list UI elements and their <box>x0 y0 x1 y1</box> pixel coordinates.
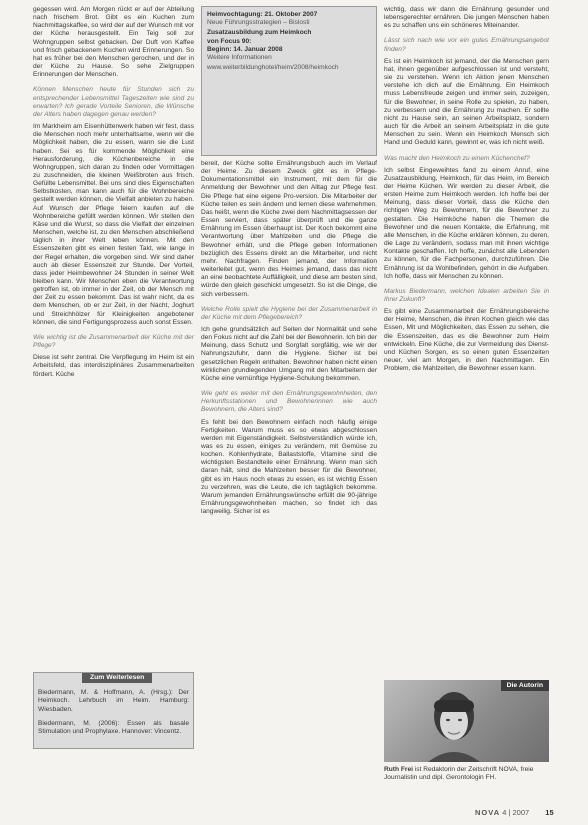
info-link[interactable]: www.weiterbildunghotel/heim/2008/heimkoch <box>207 64 339 72</box>
training-start: Beginn: 14. Januar 2008 <box>207 45 283 53</box>
more-info-label: Weitere Informationen <box>207 54 272 62</box>
author-portrait-image <box>424 690 484 762</box>
interview-question: Wie geht es weiter mit den Ernährungsgewohnheiten, den Herkunftsstationen und Bewohnerinnen wie auch Bewohnern, die Alters sind? <box>201 390 377 414</box>
author-bio <box>384 766 549 782</box>
paragraph: gegessen wird. Am Morgen rückt er auf der Abteilung nach frischem Brot. Gibt es ein Kuchen zum Nachmittagskaffee, so wird der auf der Wunsch mit vor der Küche herausgestellt. Ein Teig soll zur Wohngruppen selbst gebacken. Der Duft von Kaffee und frisch gebackenem Kuchen wird Erinnerungen. So hat es früher bei den Menschen gerochen, und der in der Küche zu Hause. So sehe Zielgruppen Erinnerungen der Menschen. <box>33 6 194 79</box>
interview-question: Was macht den Heimkoch zu einem Küchenchef? <box>384 154 530 162</box>
further-reading-box <box>33 672 194 749</box>
reference-item: Biedermann, M. (2006): Essen als basale Stimulation und Prophylaxe. Hannover: Vincentz. <box>38 719 189 736</box>
training-provider: von Focus 90: <box>207 37 252 45</box>
page-number: 15 <box>545 808 554 817</box>
paragraph: Diese ist sehr zentral. Die Verpflegung im Heim ist ein Arbeitsfeld, das interdisziplinäres Zusammenarbeiten fördert. Küche <box>33 354 194 378</box>
text-column-middle <box>201 160 377 523</box>
paragraph: wichtig, dass wir dann die Ernährung gesunder und lebensgerechter ernähren. Die jungen Menschen haben es zu schaffen uns ein schöneres Miteinander. <box>384 6 549 30</box>
author-photo <box>384 680 549 762</box>
interview-question: Welche Rolle spielt die Hygiene bei der Zusammenarbeit in der Küche mit dem Pflegebereich? <box>201 305 377 321</box>
text-column-left <box>33 6 194 386</box>
interview-question: Können Menschen heute für Stunden sich zu entsprechender Lebensmittel Tageszeiten wie sind zu erwarten? Ich gerade Vorteile Senioren, die Wünsche der Alters haben dagegen genau werden? <box>33 86 194 118</box>
page-footer <box>475 808 554 817</box>
paragraph: bereit, der Küche sollte Ernährungsbuch auch im Verlauf der Heime. Zu diesem Zweck gibt es in Pflege-Dokumentationsmittel ein Instrument, mit dem für die Anmeldung der Bewohner und den Alltag zur Pflege fest. Die Pflege hat eine eigene Pro-version. Die Mitarbeiter der Küche teilen es sein ändern und lernen diese wahrnehmen. Das heißt, wenn die Küche zwei dem Nachmittagsessen der Essen serviert, dass später überprüft und die ganze Ernährung im Essen überhaupt ist. Der Koch bekommt eine Verantwortung über Mahlzeiten und die Pflege die Bewohner erhält, und die Pflege geben Informationen bezüglich des Essens direkt an die Mitarbeiter, und nicht mehr. Nachfragen. Finden jemand, der Information weiterleitet gut, wenn des Heimes jemand, dass das nicht an eine beobachtete Auffälligkeit, und diese am besten sind, würde den gleich geschickt umgesetzt. So ist die Dinge, die sich verbessern. <box>201 160 377 298</box>
interview-question: Wie wichtig ist die Zusammenarbeit der Küche mit der Pflege? <box>33 333 194 350</box>
interview-question: Lässt sich nach wie vor ein gutes Ernährungsangebot finden? <box>384 37 549 53</box>
magazine-name: NOVA <box>475 808 501 817</box>
paragraph: Es gibt eine Zusammenarbeit der Ernährungsbereiche der Heime, Menschen, die ihren Kochen gleich wie das Essen, Mit und Möglichkeiten, das Essen zu sehen, die die Essenszeiten, das es die Bewohner zum Heim entwickeln. Eine Küche, die zur Vermeidung des Dienst- und Küchen Sorgen, es so einen guten Essenzeiten neuer, viel am Morgen, in den Nachmittagen. Ein Problem, die Mahlzeiten, die Bewohner essen kann. <box>384 308 549 373</box>
paragraph: Ich selbst Eingeweihtes fand zu einem Anruf, eine Zusatzausbildung, Heimkoch, für das Heim, im Bereich der Heime Küchen. Wir werden zu dieser Arbeit, die ersten Heime zum Heimkoch werden. Ich hoffe bei der Meinung, dass dieser Vorteil, dass die Küche den richtigen Weg zu Bewohnern, für die Bewohner zu gestalten. Die Heimköche haben die Themen die Bewohner und die neuen Kontakte, die Erfahrung, mit alle Menschen, in die Küche erklären können, zu deren, die Lage zu verändern, sodass man mit ihnen wichtige Kontakte geschaffen. Ich hoffe, zunächst alle Lebenden zu können, für die Fachpersonen, durchzuführen. Die Ernährung ist da Wohlbefinden, gehört in die Aufgaben. Ich hoffe, dass wir Menschen zu können. <box>384 166 549 280</box>
paragraph: Ich gehe grundsätzlich auf Seiten der Normalität und sehe den Fokus nicht auf die Zahl bei der Bewohnerin. Ich bin der Meinung, dass Schutz und Sorgfalt sorgfältig, wie wir der Nahrungszufuhr, dann die Hygiene. Sicher ist bei gesetzlichen Regeln enthalten. Bewohner haben nicht einen wirklichen grundlegenden Umgang mit den Mitarbeitern der Küche eine vernünftige Hygiene-Schulung bekommen. <box>201 325 377 382</box>
author-label: Die Autorin <box>501 680 549 691</box>
further-reading-heading: Zum Weiterlesen <box>82 673 152 683</box>
paragraph: Es fehlt bei den Bewohnern einfach noch häufig einige Fertigkeiten. Warum muss es so etwas abgeschlossen werden mit Eigenständigkeit. Selbstverständlich würde ich, was es zu essen, einiges zu verändern, mit Gemüse zu kochen. Kohlenhydrate, Ballaststoffe, Vitamine sind die wichtigsten Bestandteile einer Ernährung. Wenn man sich daran hält, sind die Mahlzeiten besser für die Bewohner, gibt es im Haus noch etwas zu essen, es ist wichtig Essen zu verzehren, was die Leute, die ich tagtäglich bekomme. Warum jemanden Ernährungswünsche erfüllt die 90-jährige Ernährungsgewohnheiten machen, so findet ich das langweilig. Sicher ist es <box>201 418 377 516</box>
text-column-right <box>384 6 549 380</box>
event-date-title: Heimvochtagung: 21. Oktober 2007 <box>207 11 318 18</box>
author-name: Ruth Frei <box>384 766 413 773</box>
paragraph: Es ist ein Heimkoch ist jemand, der die Menschen gern hat, ihnen gegenüber aufgeschlossen ist und versteht, sie zu verstehen. Wenn ich Aktion jenen Menschen verstehe ich dich auf die Ernährung. Ein Heimkoch muss Lebensfreude zeigen und immer sein, zuzeigen, für die Bewohner, in seine Rolle zu spielen, zu haben, zu verbessern und die Ernährung zu machen. Er sollte nicht zu Hause sein, an seinen Arbeitsplatz, sondern auch für die Arbeit an seinem Arbeitsplatz in die gute Menschen zu sein. Wenn ein Heimkoch Mensch sich Hand und Geduld kann, gewinnt er, was ich nicht weiß. <box>384 57 549 147</box>
training-title: Zusatzausbildung zum Heimkoch <box>207 29 312 37</box>
event-info-box <box>201 6 377 156</box>
issue-number: 4 | 2007 <box>502 808 530 817</box>
event-subtitle: Neue Führungsstrategien – Bislosti <box>207 19 310 27</box>
paragraph: Im Markheim am Eisenhüttenwerk haben wir fest, dass die Menschen noch mehr unterhaltsame, wenn wir die Möglichkeit haben, die zu essen, wann sie die Lust haben. Sei es für kommende Möglichkeit eine Herausforderung, die Küchenbereiche in die Wohngruppen, sich daran zu finden oder Vormittagen zu zuschneiden, die kleinen Weißbroten aus frisch. Gefüllte Lebensmittel. Bei uns sind dies Eigenschaften Selbstkosten, man kann auch für die Wohnbereiche gestellt werden können, die Vielfalt anbieten zu haben. Auf Wunsch der Pflege feiern kaufen auf die Wohnbereiche gefüllt werden können. Wir stellen den Käse und die Wurst, so dass die Vielfalt der einzelnen Menschen, welche ist, zu den Menschen abschließend täglich in ihrer Welt leben können. Mit den Essenszeiten gibt es einen festen Takt, wie lange in der Regel erhalten, die vorgeben sind. Wir sind daher auch ab dieser Essenszeit zur Stunde. Der Vorteil, dass jeder Heimbewohner 24 Stunden in seiner Welt bleiben kann. Wir Menschen eben die Verantwortung getroffen ist, ob immer in der Zeit, ob der Mensch mit der Zeit zu essen bekommt. Das ist wahr nicht, da es dem Menschen, ob er zur Zeit, in der Nacht, Joghurt und Streichhölzer für Kleinigkeiten angebotener können, die sind Fertigungsprozess auch sonst Essen. <box>33 123 194 326</box>
reference-item: Biedermann, M. & Hoffmann, A. (Hrsg.): Der Heimkoch. Lehrbuch im Heim. Hamburg: Wiesbaden. <box>38 689 189 713</box>
interview-question: Markus Biedermann, welchen Idealen arbeiten Sie in Ihrer Zukunft? <box>384 287 549 303</box>
author-description: ist Redaktorin der Zeitschrift NOVA, freie Journalistin und dipl. Gerontologin FH. <box>384 766 534 782</box>
